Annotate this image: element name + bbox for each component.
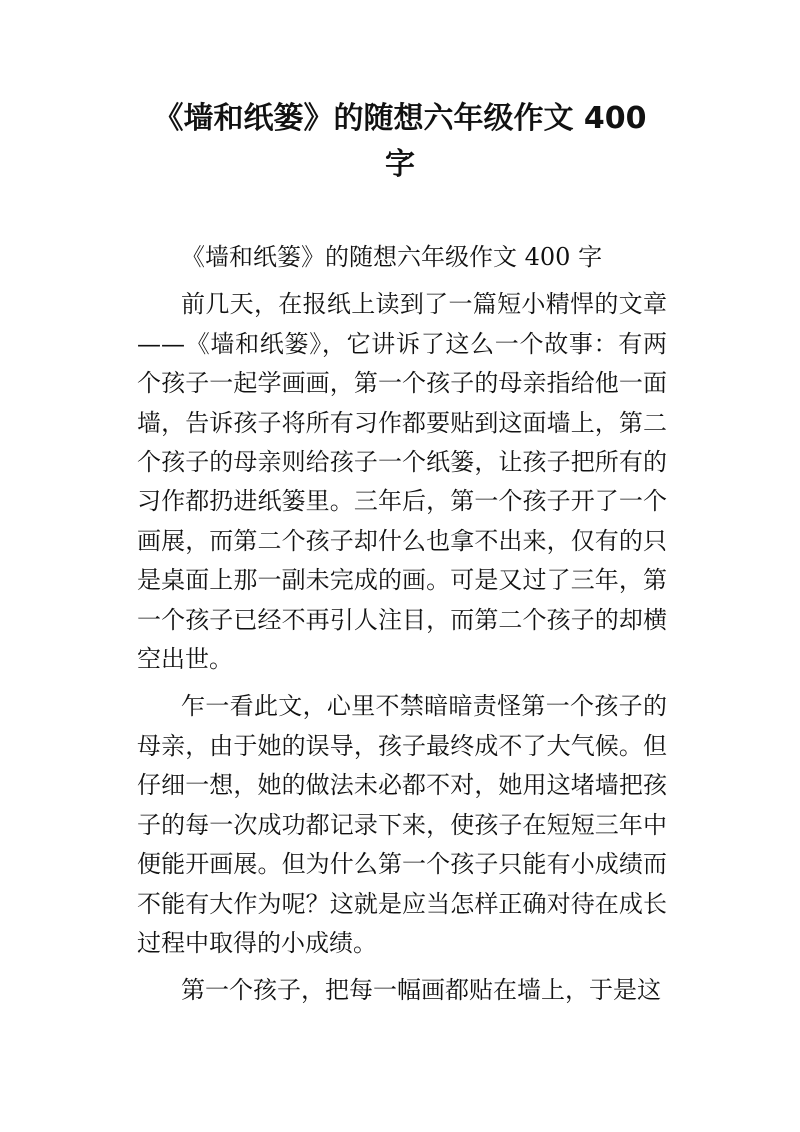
paragraph-reflection: 乍一看此文，心里不禁暗暗责怪第一个孩子的母亲，由于她的误导，孩子最终成不了大气候。但仔细一想，她的做法未必都不对，她用这堵墙把孩子的每一次成功都记录下来，使孩子在短短三年中便能开画展。但为什么第一个孩子只能有小成绩而不能有大作为呢？这就是应当怎样正确对待在成长过程中取得的小成绩。 <box>137 692 667 957</box>
paragraph-story: 前几天，在报纸上读到了一篇短小精悍的文章——《墙和纸篓》，它讲诉了这么一个故事：有两个孩子一起学画画，第一个孩子的母亲指给他一面墙，告诉孩子将所有习作都要贴到这面墙上，第二个孩子的母亲则给孩子一个纸篓，让孩子把所有的习作都扔进纸篓里。三年后，第一个孩子开了一个画展，而第二个孩子却什么也拿不出来，仅有的只是桌面上那一副未完成的画。可是又过了三年，第一个孩子已经不再引人注目，而第二个孩子的却横空出世。 <box>137 290 667 674</box>
paragraph-continuation: 第一个孩子，把每一幅画都贴在墙上，于是这 <box>181 976 661 1005</box>
paragraph-subtitle: 《墙和纸篓》的随想六年级作文 400 字 <box>181 243 603 271</box>
document-body <box>137 238 667 1019</box>
document-title: 《墙和纸篓》的随想六年级作文 400 字 <box>153 101 647 182</box>
